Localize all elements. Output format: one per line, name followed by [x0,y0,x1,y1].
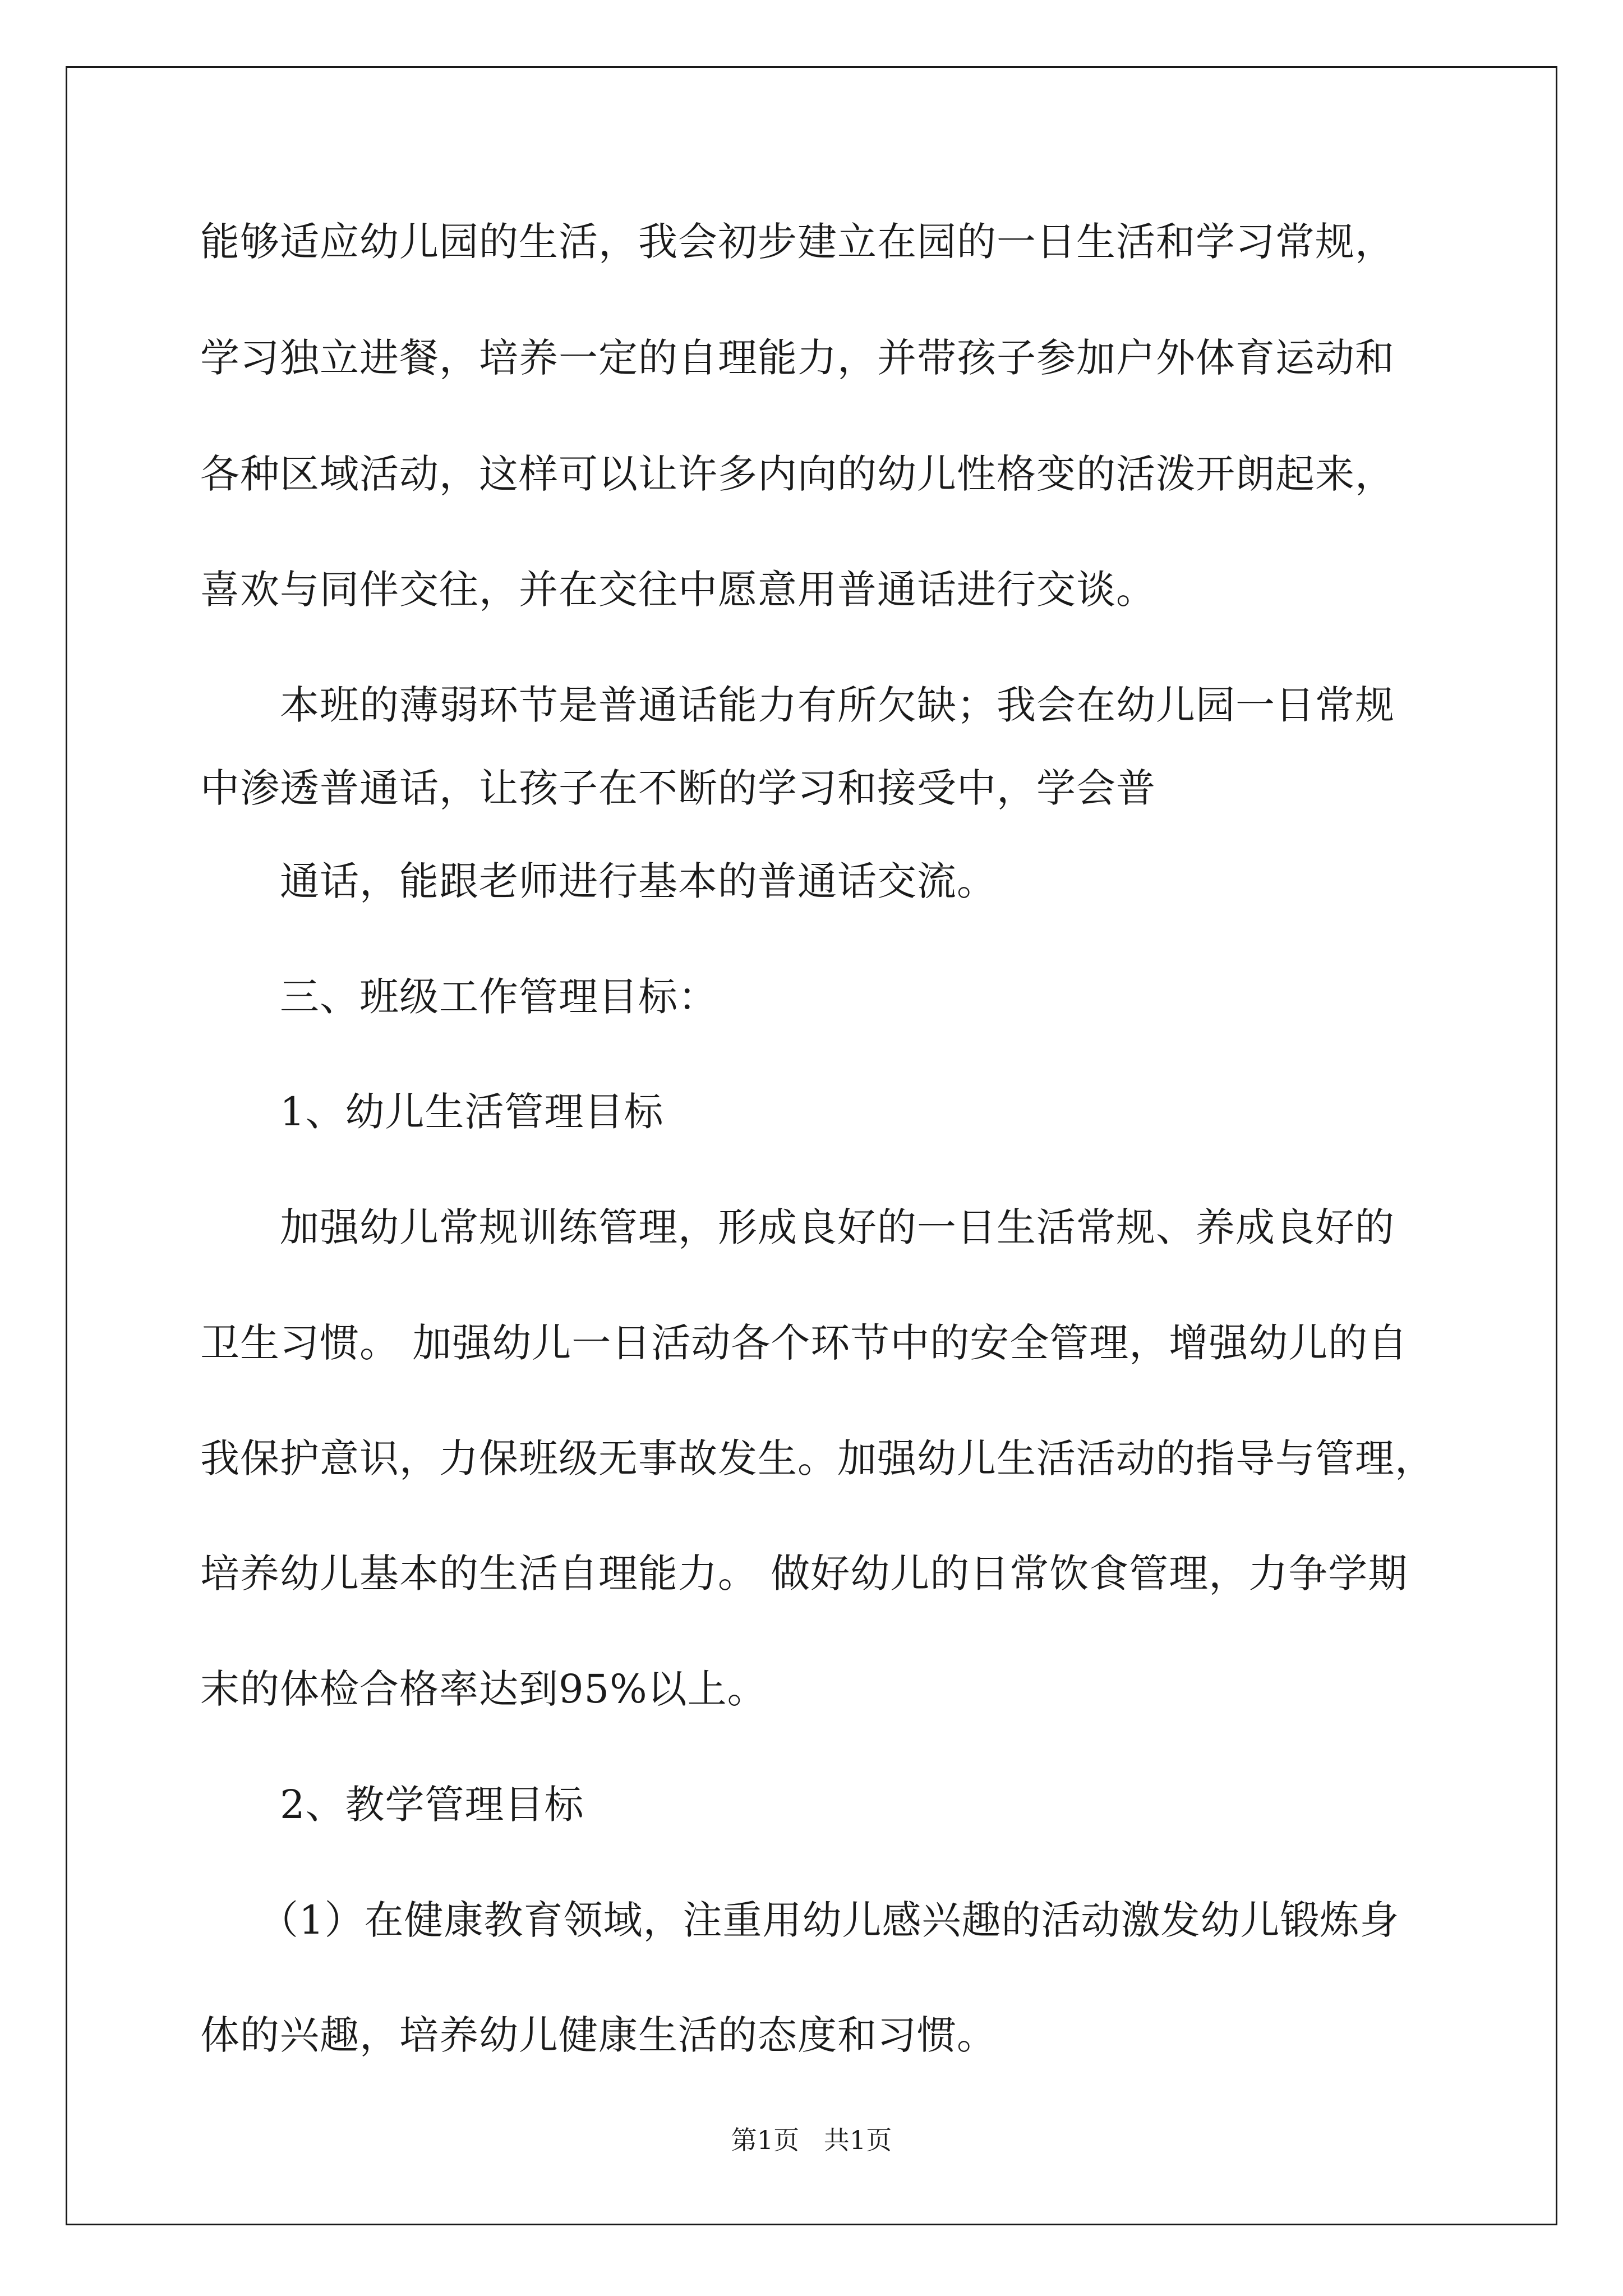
text-line: 体的兴趣，培养幼儿健康生活的态度和习惯。 [200,2012,997,2058]
text-line: 喜欢与同伴交往，并在交往中愿意用普通话进行交谈。 [200,567,1156,613]
section-heading: 三、班级工作管理目标： [280,974,718,1020]
text-line: 末的体检合格率达到95%以上。 [200,1666,767,1712]
text-line: 学习独立进餐，培养一定的自理能力，并带孩子参加户外体育运动和 [200,335,1395,381]
text-line: 各种区域活动，这样可以让许多内向的幼儿性格变的活泼开朗起来， [200,451,1395,497]
text-line: 培养幼儿基本的生活自理能力。 做好幼儿的日常饮食管理，力争学期 [200,1550,1408,1596]
text-line: 我保护意识，力保班级无事故发生。加强幼儿生活活动的指导与管理， [200,1435,1435,1481]
text-line: 通话，能跟老师进行基本的普通话交流。 [280,858,997,904]
text-line: （1）在健康教育领域，注重用幼儿感兴趣的活动激发幼儿锻炼身 [259,1897,1400,1943]
text-line: 能够适应幼儿园的生活，我会初步建立在园的一日生活和学习常规， [200,219,1395,265]
text-line: 加强幼儿常规训练管理，形成良好的一日生活常规、养成良好的 [280,1204,1395,1250]
text-line: 卫生习惯。 加强幼儿一日活动各个环节中的安全管理，增强幼儿的自 [200,1320,1408,1366]
subsection-heading: 2、教学管理目标 [280,1782,584,1828]
page-footer: 第1页 共1页 [731,2125,892,2155]
text-line: 中渗透普通话，让孩子在不断的学习和接受中，学会普 [200,765,1156,811]
subsection-heading: 1、幼儿生活管理目标 [280,1089,664,1135]
text-line: 本班的薄弱环节是普通话能力有所欠缺；我会在幼儿园一日常规 [280,682,1395,728]
